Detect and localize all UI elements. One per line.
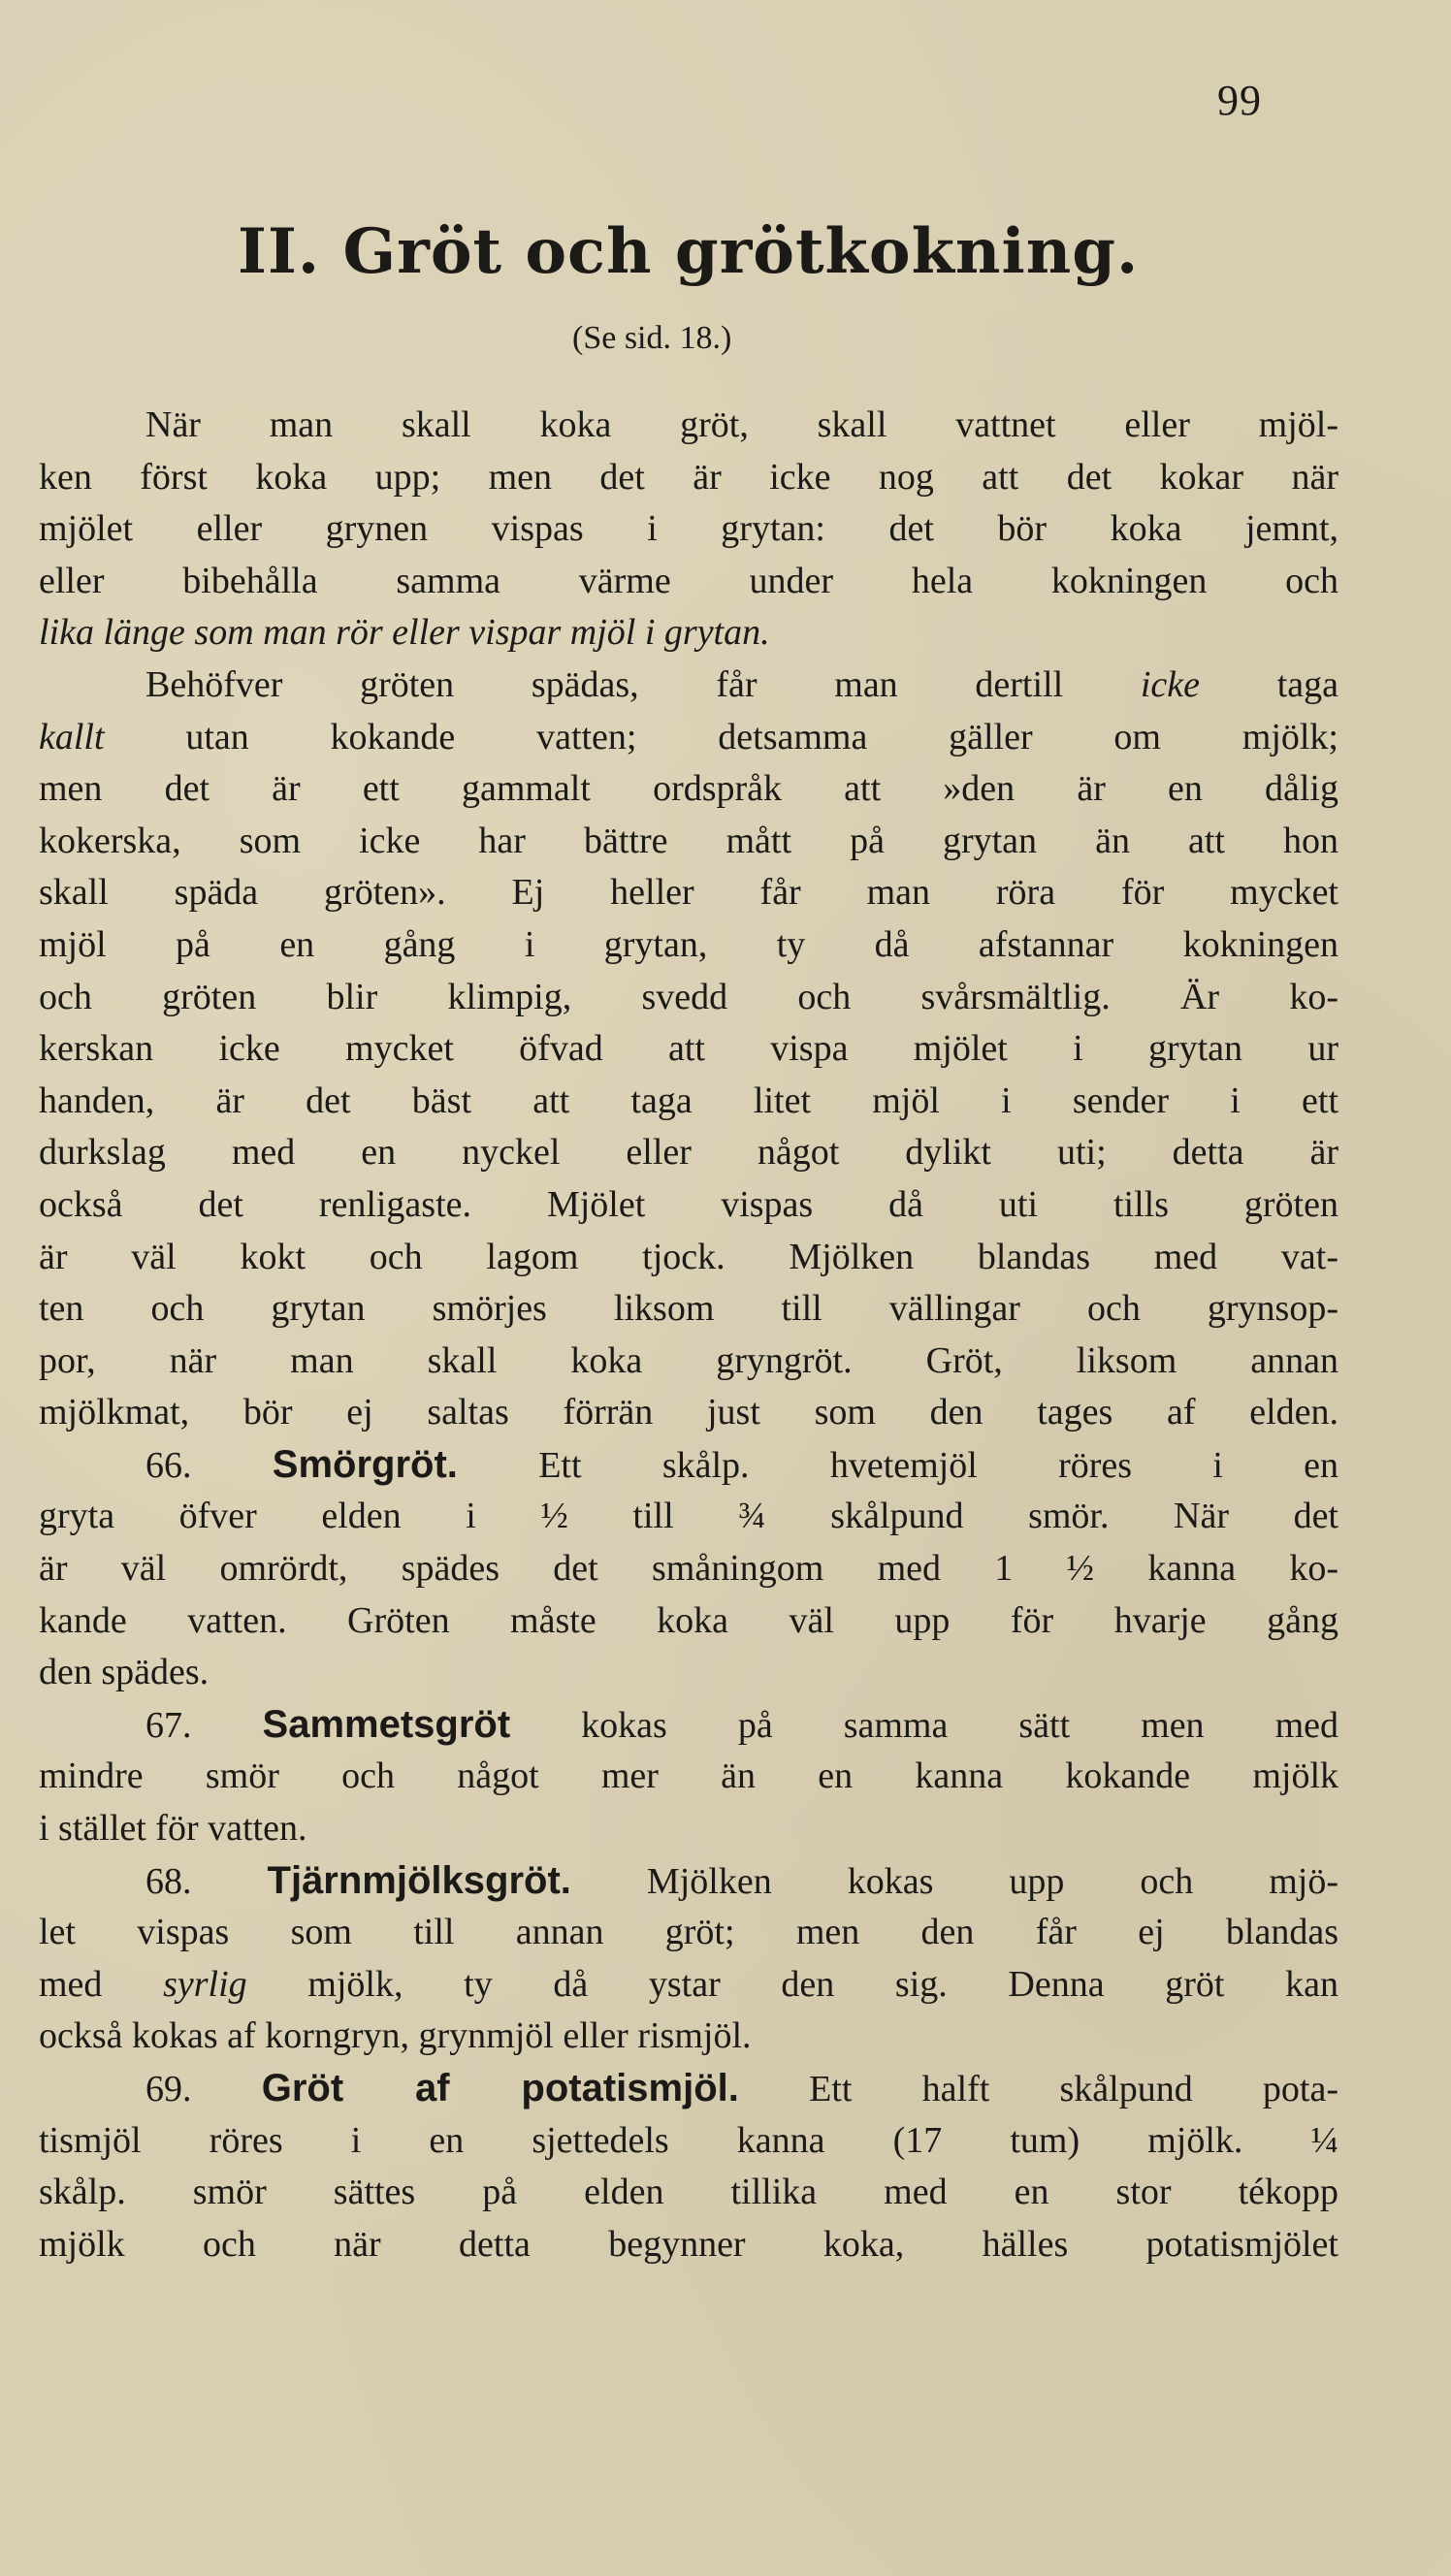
text-segment: Behöfver gröten spädas, får man dertill — [145, 663, 1141, 705]
text-line: mjölkmat, bör ej saltas förrän just som den tages af elden. — [39, 1392, 1338, 1433]
text-line: ken först koka upp; men det är icke nog att det kokar när — [39, 456, 1338, 498]
text-line: och gröten blir klimpig, svedd och svårsmältlig. Är ko- — [39, 976, 1338, 1017]
text-line: ten och grytan smörjes liksom till vällingar och grynsop- — [39, 1288, 1338, 1330]
text-segment: taga — [1200, 663, 1338, 705]
text-segment: kokas på samma sätt men med — [581, 1704, 1338, 1746]
recipe-69-heading-line — [39, 2063, 1338, 2115]
text-line: kande vatten. Gröten måste koka väl upp för hvarje gång — [39, 1599, 1338, 1641]
text-line — [39, 660, 1338, 712]
text-line: också det renligaste. Mjölet vispas då uti tills gröten — [39, 1183, 1338, 1225]
text-segment: mjölk, ty då ystar den sig. Denna gröt kan — [246, 1963, 1338, 2005]
recipe-title: Sammetsgröt — [262, 1702, 511, 1746]
text-line: När man skall koka gröt, skall vattnet eller mjöl- — [145, 404, 1338, 445]
text-segment: Ett halft skålpund pota- — [809, 2069, 1339, 2109]
text-line: tismjöl röres i en sjettedels kanna (17 tum) mjölk. ¼ — [39, 2119, 1338, 2161]
text-line — [39, 1959, 1338, 2012]
recipe-68-heading-line — [39, 1855, 1338, 1908]
emphasis: syrlig — [163, 1963, 247, 2005]
text-line: mjölk och när detta begynner koka, hälles potatismjölet — [39, 2223, 1338, 2265]
recipe-number: 67. — [145, 1704, 192, 1746]
recipe-title: Gröt af potatismjöl. — [261, 2067, 739, 2109]
text-line: kerskan icke mycket öfvad att vispa mjölet i grytan ur — [39, 1028, 1338, 1070]
chapter-reference: (Se sid. 18.) — [572, 320, 732, 356]
recipe-66-heading-line — [39, 1439, 1338, 1492]
text-line: är väl omrördt, spädes det småningom med 1 ½ kanna ko- — [39, 1548, 1338, 1590]
text-line: mindre smör och något mer än en kanna kokande mjölk — [39, 1755, 1338, 1797]
text-line: den spädes. — [39, 1652, 210, 1693]
text-segment: Ett skålp. hvetemjöl röres i en — [538, 1444, 1339, 1486]
text-segment: utan kokande vatten; detsamma gäller om mjölk; — [104, 716, 1338, 757]
emphasis: kallt — [39, 716, 105, 757]
recipe-number: 68. — [145, 1860, 192, 1902]
text-line — [39, 712, 1338, 764]
text-line: i stället för vatten. — [39, 1808, 307, 1850]
text-segment: Mjölken kokas upp och mjö- — [646, 1860, 1339, 1902]
text-line: let vispas som till annan gröt; men den får ej blandas — [39, 1912, 1338, 1953]
chapter-title: II. Gröt och grötkokning. — [238, 215, 1140, 288]
text-line: durkslag med en nyckel eller något dylikt uti; detta är — [39, 1132, 1338, 1174]
text-line-italic — [39, 607, 1338, 660]
text-line: skålp. smör sättes på elden tillika med en stor tékopp — [39, 2172, 1338, 2213]
text-line: kokerska, som icke har bättre mått på grytan än att hon — [39, 820, 1338, 861]
recipe-title: Smörgröt. — [272, 1442, 458, 1486]
text-line: också kokas af korngryn, grynmjöl eller rismjöl. — [39, 2015, 752, 2057]
text-line: mjölet eller grynen vispas i grytan: det bör koka jemnt, — [39, 508, 1338, 550]
text-line: eller bibehålla samma värme under hela kokningen och — [39, 560, 1338, 601]
text-line: är väl kokt och lagom tjock. Mjölken blandas med vat- — [39, 1236, 1338, 1277]
page-number: 99 — [1217, 77, 1262, 124]
text-segment: med — [39, 1963, 164, 2005]
text-line: mjöl på en gång i grytan, ty då afstannar kokningen — [39, 923, 1338, 965]
italic-text: lika länge som man rör eller vispar mjöl i grytan. — [39, 612, 770, 654]
recipe-number: 69. — [145, 2069, 192, 2109]
text-line: handen, är det bäst att taga litet mjöl i sender i ett — [39, 1079, 1338, 1121]
recipe-67-heading-line — [39, 1699, 1338, 1752]
text-line: por, när man skall koka gryngröt. Gröt, liksom annan — [39, 1339, 1338, 1381]
text-line: men det är ett gammalt ordspråk att »den är en dålig — [39, 768, 1338, 810]
page-body — [39, 400, 1338, 2270]
recipe-number: 66. — [145, 1444, 192, 1486]
text-line: gryta öfver elden i ½ till ¾ skålpund smör. När det — [39, 1496, 1338, 1537]
recipe-title: Tjärnmjölksgröt. — [267, 1858, 571, 1902]
text-line: skall späda gröten». Ej heller får man röra för mycket — [39, 872, 1338, 914]
emphasis: icke — [1140, 663, 1200, 705]
